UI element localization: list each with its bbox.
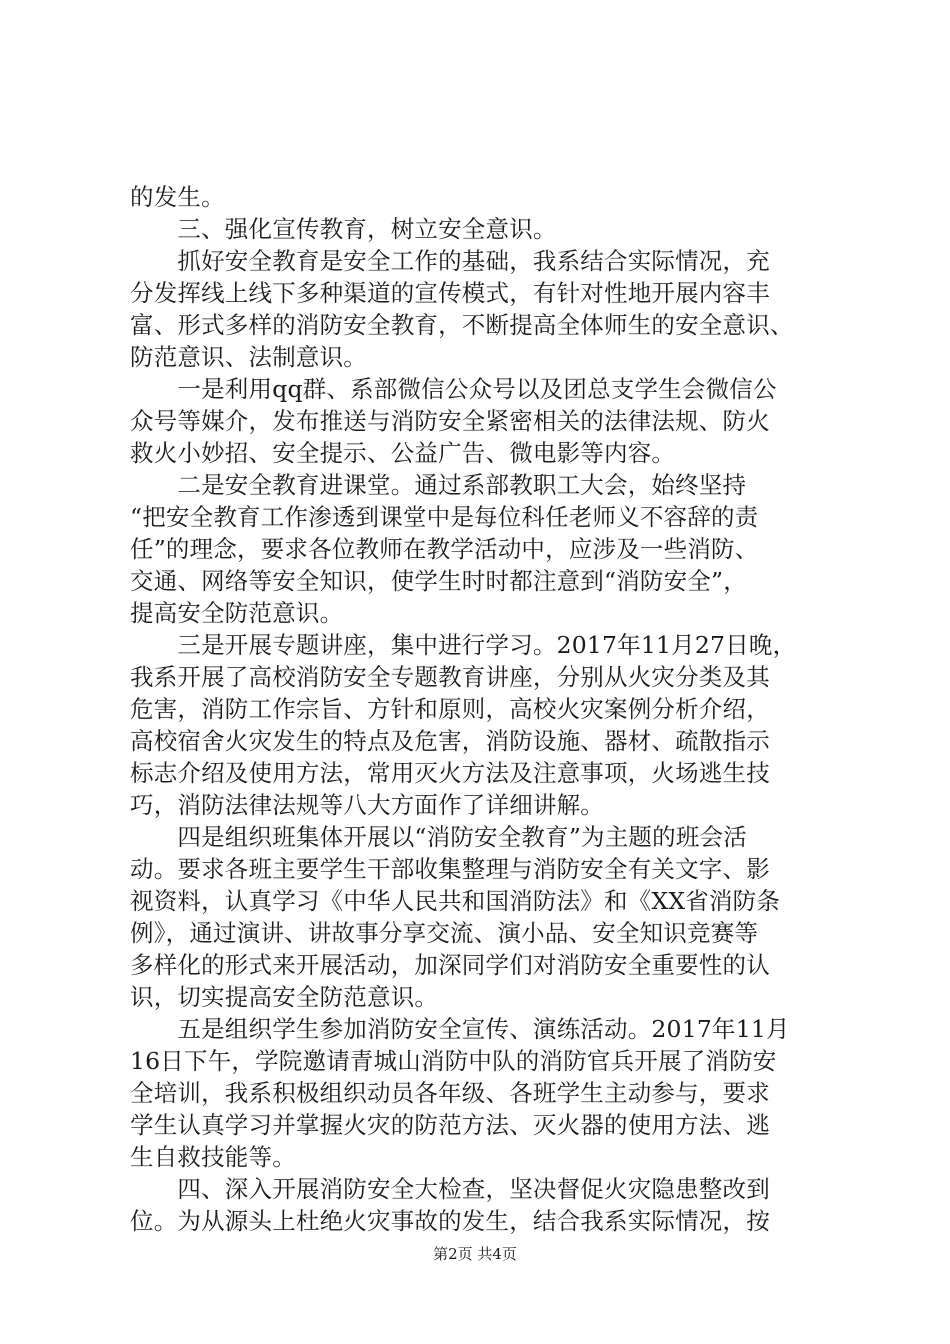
line-23: 视资料，认真学习《中华人民共和国消防法》和《XX省消防条 (130, 887, 781, 915)
line-15: 三是开展专题讲座，集中进行学习。2017年11月27日晚， (130, 631, 797, 659)
line-14: 提高安全防范意识。 (130, 599, 344, 627)
line-03: 抓好安全教育是安全工作的基础，我系结合实际情况，充 (130, 247, 770, 275)
line-06: 防范意识、法制意识。 (130, 343, 367, 371)
line-18: 高校宿舍火灾发生的特点及危害，消防设施、器材、疏散指示 (130, 727, 770, 755)
line-12: 任”的理念，要求各位教师在教学活动中，应涉及一些消防、 (130, 535, 759, 563)
line-19: 标志介绍及使用方法，常用灭火方法及注意事项，火场逃生技 (130, 759, 770, 787)
line-04: 分发挥线上线下多种渠道的宣传模式，有针对性地开展内容丰 (130, 279, 770, 307)
line-08: 众号等媒介，发布推送与消防安全紧密相关的法律法规、防火 (130, 407, 770, 435)
line-22: 动。要求各班主要学生干部收集整理与消防安全有关文字、影 (130, 855, 770, 883)
line-21: 四是组织班集体开展以“消防安全教育”为主题的班会活 (130, 823, 747, 851)
line-25: 多样化的形式来开展活动，加深同学们对消防安全重要性的认 (130, 951, 770, 979)
line-27: 五是组织学生参加消防安全宣传、演练活动。2017年11月 (130, 1015, 790, 1043)
line-33: 位。为从源头上杜绝火灾事故的发生，结合我系实际情况，按 (130, 1207, 770, 1235)
line-11: “把安全教育工作渗透到课堂中是每位科任老师义不容辞的责 (130, 503, 759, 531)
line-26: 识，切实提高安全防范意识。 (130, 983, 439, 1011)
line-31: 生自救技能等。 (130, 1143, 296, 1171)
line-29: 全培训，我系积极组织动员各年级、各班学生主动参与，要求 (130, 1079, 770, 1107)
line-05: 富、形式多样的消防安全教育，不断提高全体师生的安全意识、 (130, 311, 794, 339)
line-02: 三、强化宣传教育，树立安全意识。 (130, 215, 557, 243)
line-20: 巧，消防法律法规等八大方面作了详细讲解。 (130, 791, 604, 819)
line-28: 16日下午，学院邀请青城山消防中队的消防官兵开展了消防安 (130, 1047, 777, 1075)
page-footer: 第2页 共4页 (433, 1245, 517, 1263)
line-13: 交通、网络等安全知识，使学生时时都注意到“消防安全”， (130, 567, 747, 595)
line-07: 一是利用qq群、系部微信公众号以及团总支学生会微信公 (130, 375, 777, 403)
line-24: 例》，通过演讲、讲故事分享交流、演小品、安全知识竞赛等 (130, 919, 759, 947)
line-01: 的发生。 (130, 183, 225, 211)
line-17: 危害，消防工作宗旨、方针和原则，高校火灾案例分析介绍， (130, 695, 770, 723)
line-30: 学生认真学习并掌握火灾的防范方法、灭火器的使用方法、逃 (130, 1111, 770, 1139)
line-16: 我系开展了高校消防安全专题教育讲座，分别从火灾分类及其 (130, 663, 770, 691)
line-32: 四、深入开展消防安全大检查，坚决督促火灾隐患整改到 (130, 1175, 770, 1203)
line-09: 救火小妙招、安全提示、公益广告、微电影等内容。 (130, 439, 676, 467)
line-10: 二是安全教育进课堂。通过系部教职工大会，始终坚持 (130, 471, 747, 499)
